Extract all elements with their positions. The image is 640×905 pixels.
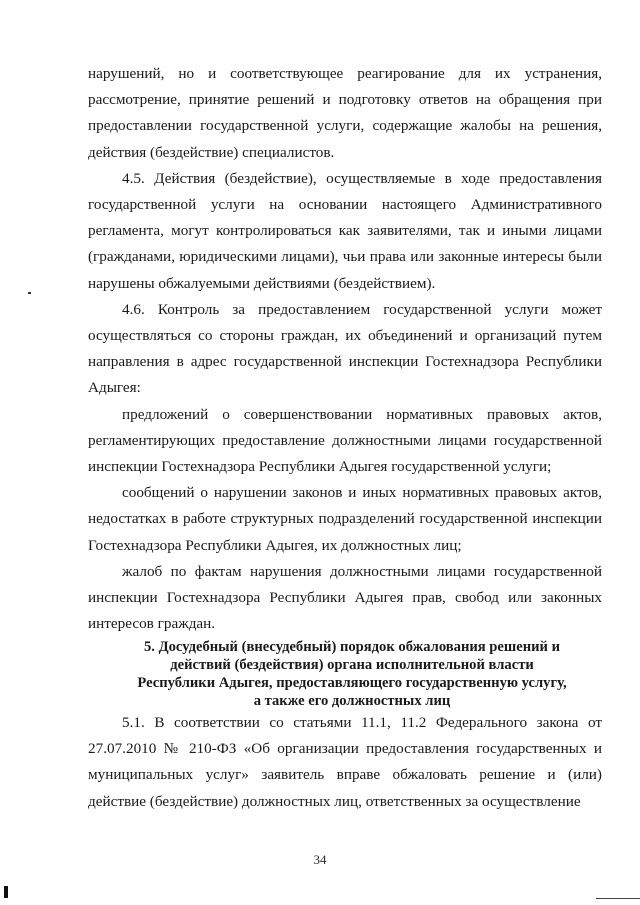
page-number: 34 xyxy=(313,852,327,867)
document-body xyxy=(88,61,602,637)
section-heading-line: действий (бездействия) органа исполнительной власти xyxy=(170,657,534,673)
section-heading-line: 5. Досудебный (внесудебный) порядок обжалования решений и xyxy=(144,639,560,655)
scan-speck xyxy=(28,292,31,294)
paragraph-reports: сообщений о нарушении законов и иных нормативных правовых актов, недостатках в работе структурных подразделений государственной инспекции Гостехнадзора Республики Адыгея, их должностных лиц; xyxy=(88,484,602,554)
scan-edge-mark xyxy=(4,886,8,898)
paragraph-4-6: 4.6. Контроль за предоставлением государственной услуги может осуществляться со стороны граждан, их объединений и организаций путем направления в адрес государственной инспекции Гостехнадзора Республики Адыгея: xyxy=(88,300,602,397)
paragraph-violations-cont: нарушений, но и соответствующее реагирование для их устранения, рассмотрение, принятие решений и подготовку ответов на обращения при предоставлении государственной услуги, содержащие жалобы на решения, действия (бездействие) специалистов. xyxy=(88,65,602,161)
section-5-heading xyxy=(108,638,596,710)
paragraph-4-5: 4.5. Действия (бездействие), осуществляемые в ходе предоставления государственной услуги на основании настоящего Административного регламента, могут контролироваться как заявителями, так и иными лицами (гражданами, юридическими лицами), чьи права или законные интересы были нарушены обжалуемыми действиями (бездействием). xyxy=(88,169,602,292)
paragraph-5-1: 5.1. В соответствии со статьями 11.1, 11.2 Федерального закона от 27.07.2010 № 210-ФЗ «Об организации предоставления государственных и муниципальных услуг» заявитель вправе обжаловать решение и (или) действие (бездействие) должностных лиц, ответственных за осуществление xyxy=(88,714,602,810)
section-heading-line: а также его должностных лиц xyxy=(253,693,451,709)
paragraph-proposals: предложений о совершенствовании нормативных правовых актов, регламентирующих предоставление должностными лицами государственной инспекции Гостехнадзора Республики Адыгея государственной услуги; xyxy=(88,405,602,476)
section-heading-line: Республики Адыгея, предоставляющего государственную услугу, xyxy=(137,675,567,691)
scan-edge-line xyxy=(596,898,640,899)
section-5-body xyxy=(88,710,602,815)
paragraph-complaints: жалоб по фактам нарушения должностными лицами государственной инспекции Гостехнадзора Республики Адыгея прав, свобод или законных интересов граждан. xyxy=(88,562,602,633)
